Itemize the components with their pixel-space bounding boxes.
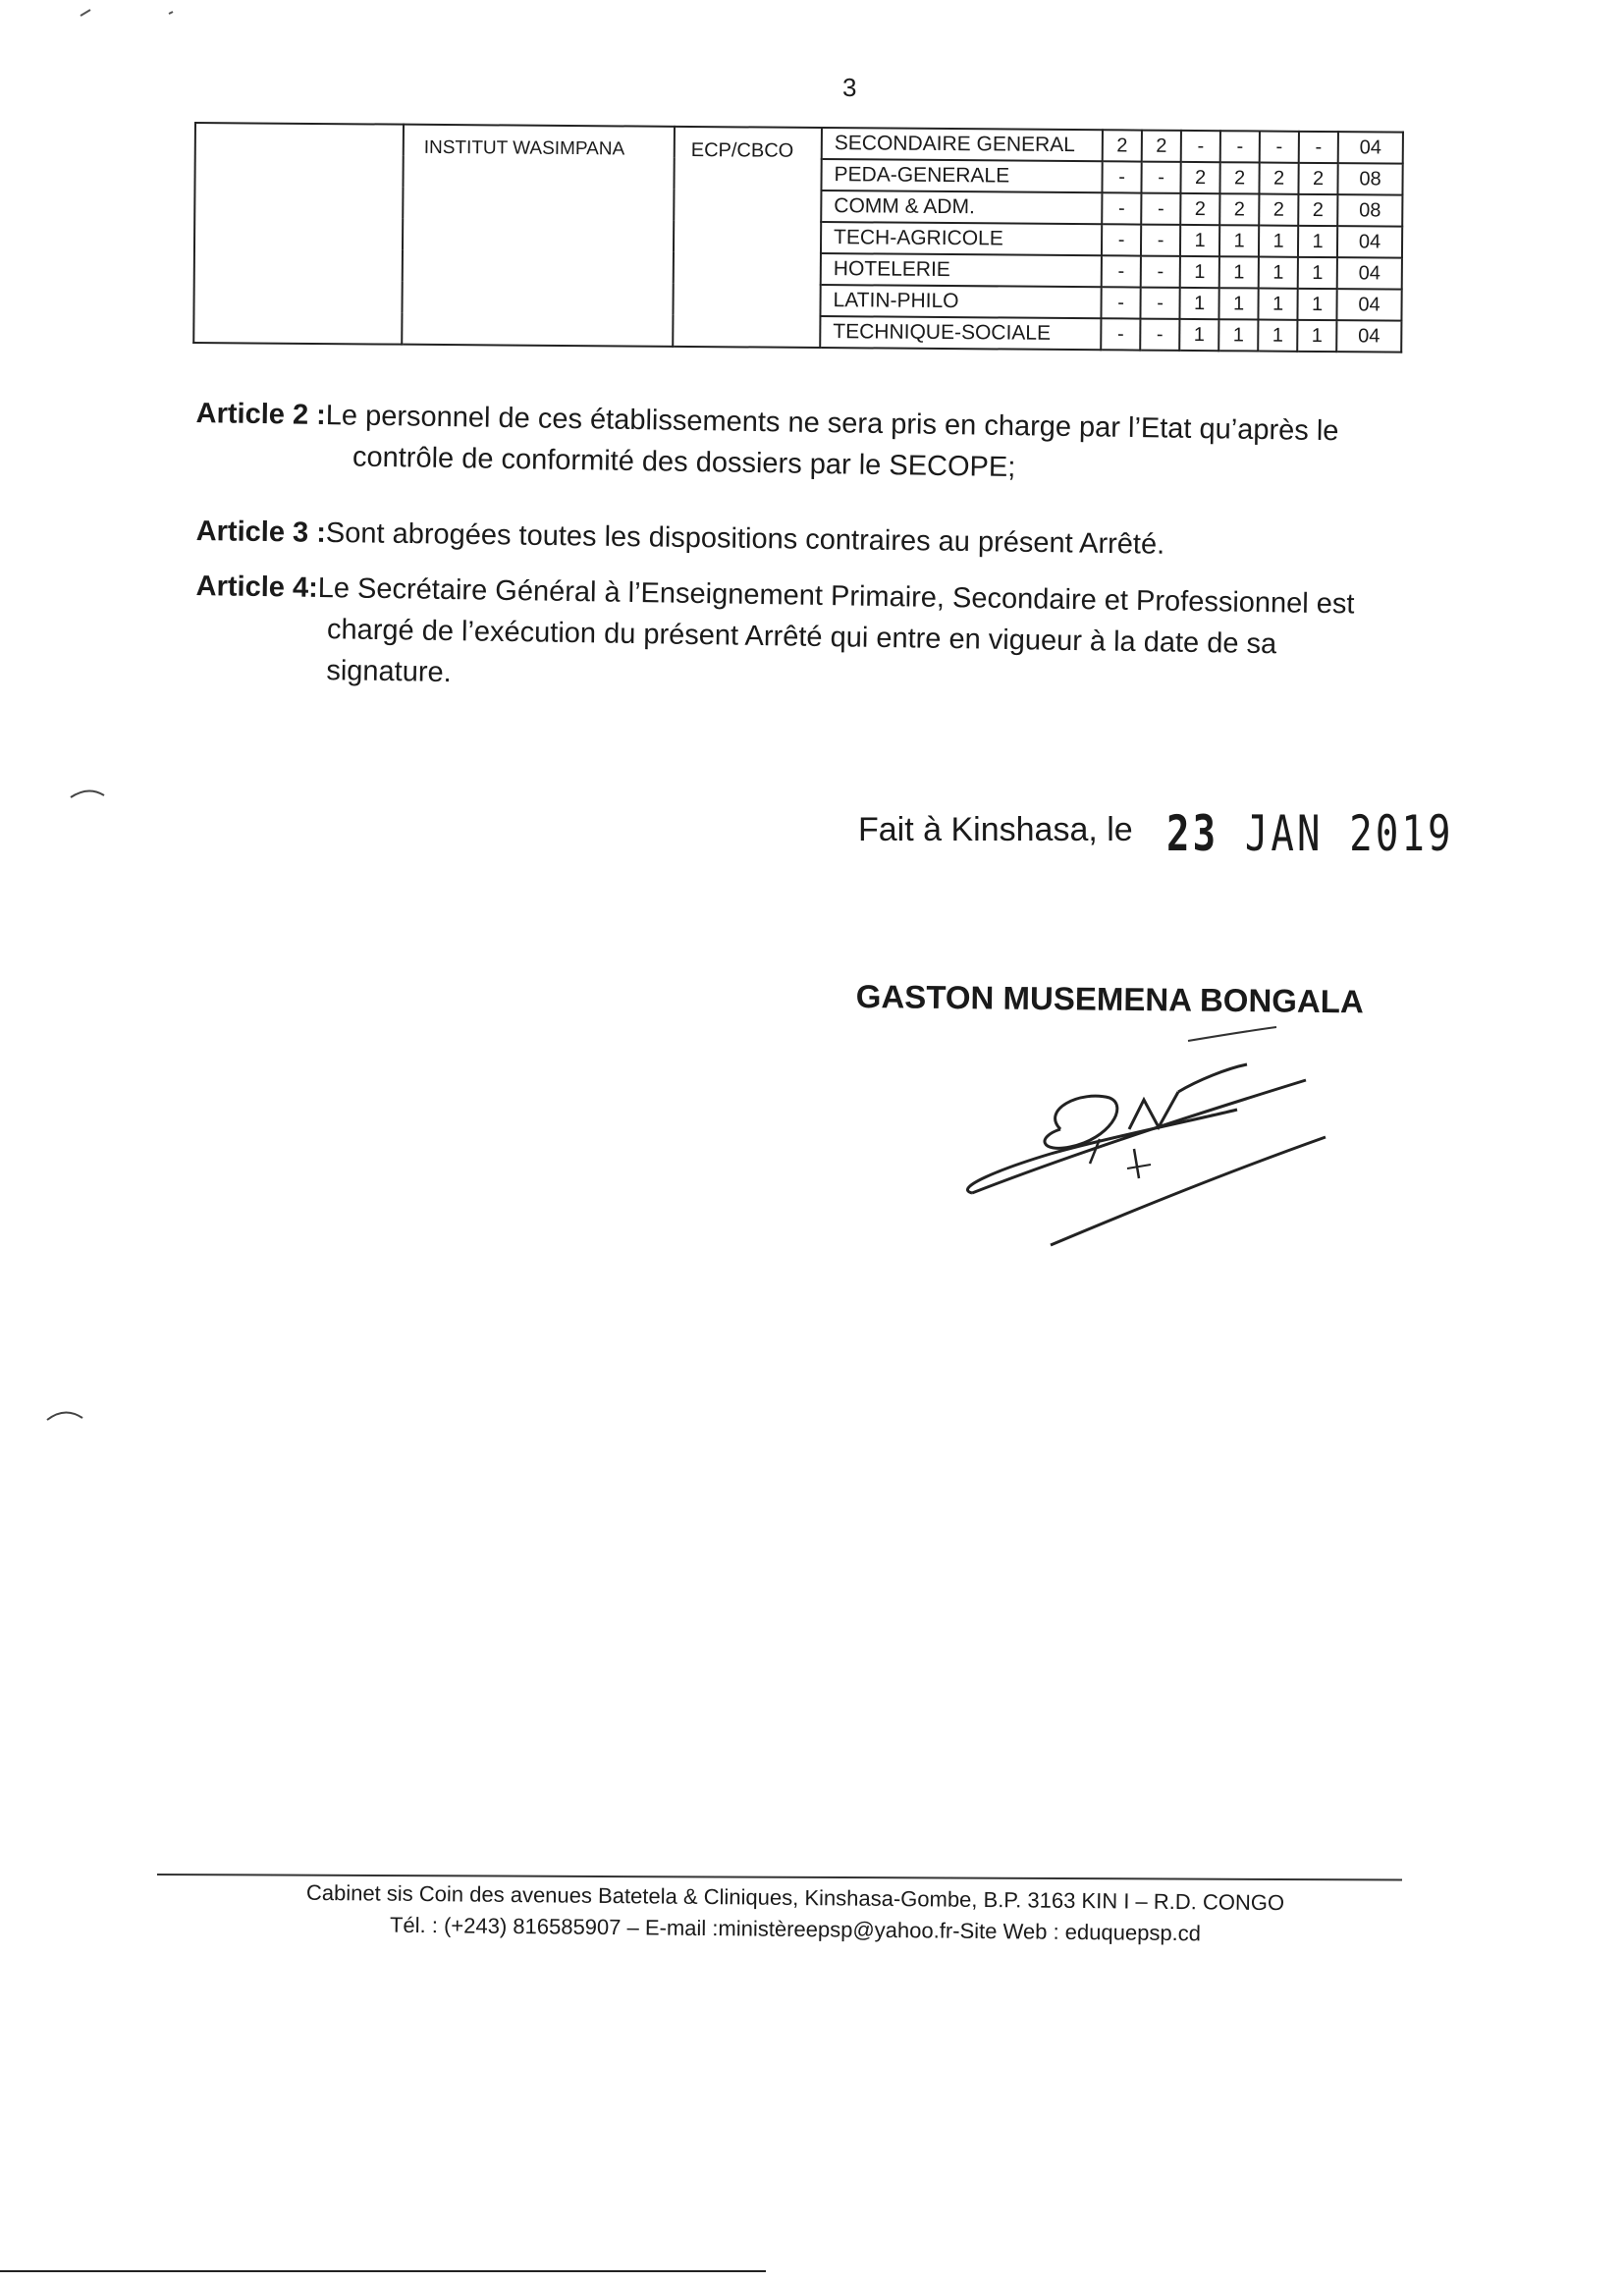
class-count-cell: 1 — [1258, 320, 1297, 352]
class-count-cell: - — [1140, 288, 1179, 319]
class-count-cell: 1 — [1179, 288, 1218, 319]
establishments-table — [192, 122, 1404, 353]
class-count-cell: 1 — [1259, 226, 1298, 257]
class-count-cell: 2 — [1142, 131, 1181, 162]
class-count-cell: 2 — [1219, 193, 1259, 225]
article-text-continued: signature. — [326, 655, 452, 689]
option-cell: SECONDAIRE GENERAL — [822, 128, 1103, 161]
class-count-cell: 1 — [1179, 319, 1218, 351]
option-cell: COMM & ADM. — [821, 190, 1102, 224]
stamp-month-year: JAN 2019 — [1244, 805, 1454, 862]
class-count-cell: 1 — [1297, 289, 1336, 320]
article-4 — [194, 566, 1475, 709]
page-number: 3 — [842, 73, 857, 102]
article-text: Le Secrétaire Général à l’Enseignement Primaire, Secondaire et Professionnel est — [317, 571, 1355, 621]
class-count-cell: 2 — [1103, 130, 1142, 161]
article-text: Le personnel de ces établissements ne sera pris en charge par l’Etat qu’après le — [325, 400, 1339, 448]
option-cell: TECH-AGRICOLE — [821, 222, 1102, 255]
class-count-cell: - — [1141, 162, 1180, 193]
article-text-continued: chargé de l’exécution du présent Arrêté qui entre en vigueur à la date de sa — [326, 614, 1277, 661]
class-count-cell: 2 — [1180, 162, 1219, 193]
class-count-cell: 1 — [1180, 225, 1219, 256]
class-count-cell: 1 — [1298, 226, 1337, 257]
option-cell: PEDA-GENERALE — [821, 159, 1102, 192]
class-count-cell: - — [1102, 161, 1141, 192]
handwritten-signature — [943, 1021, 1355, 1267]
establishments-table-wrapper — [192, 122, 1404, 353]
option-cell: TECHNIQUE-SOCIALE — [820, 316, 1101, 350]
class-count-cell: - — [1260, 132, 1299, 163]
class-count-cell: - — [1102, 224, 1141, 255]
class-count-cell: 1 — [1258, 289, 1297, 320]
school-type-cell: ECP/CBCO — [673, 127, 822, 348]
article-label: Article 2 : — [195, 397, 327, 432]
class-count-cell: - — [1102, 255, 1141, 287]
total-cell: 04 — [1337, 226, 1402, 258]
scan-edge-line — [0, 2270, 766, 2272]
article-text: Sont abrogées toutes les dispositions contraires au présent Arrêté. — [325, 516, 1165, 561]
total-cell: 08 — [1337, 163, 1402, 195]
table-row — [195, 123, 1403, 164]
class-count-cell: - — [1140, 319, 1179, 351]
total-cell: 04 — [1336, 289, 1401, 321]
article-label: Article 4: — [195, 570, 319, 604]
place-and-date-label: Fait à Kinshasa, le — [858, 811, 1133, 848]
total-cell: 04 — [1336, 320, 1401, 353]
date-stamp — [1166, 805, 1454, 862]
class-count-cell: 2 — [1298, 194, 1337, 226]
class-count-cell: - — [1101, 287, 1140, 318]
class-count-cell: 1 — [1218, 288, 1258, 319]
class-count-cell: 2 — [1259, 163, 1298, 194]
option-cell: LATIN-PHILO — [820, 285, 1101, 318]
option-cell: HOTELERIE — [821, 253, 1102, 287]
class-count-cell: 1 — [1298, 257, 1337, 289]
total-cell: 04 — [1337, 257, 1402, 290]
stamp-day: 23 — [1166, 805, 1219, 862]
class-count-cell: 1 — [1297, 320, 1336, 352]
class-count-cell: 1 — [1180, 256, 1219, 288]
footer-address: Cabinet sis Coin des avenues Batetela & Cliniques, Kinshasa-Gombe, B.P. 3163 KIN I – R.D. CONGO — [305, 1879, 1285, 1916]
class-count-cell: 2 — [1219, 162, 1259, 193]
footer-contact: Tél. : (+243) 816585907 – E-mail :ministèreepsp@yahoo.fr-Site Web : eduquepsp.cd — [389, 1912, 1202, 1946]
class-count-cell: 2 — [1298, 163, 1337, 194]
empty-cell — [193, 123, 404, 345]
article-label: Article 3 : — [195, 515, 327, 549]
class-count-cell: - — [1220, 131, 1260, 162]
class-count-cell: - — [1141, 193, 1180, 225]
class-count-cell: - — [1181, 131, 1220, 162]
class-count-cell: - — [1299, 132, 1338, 163]
class-count-cell: - — [1141, 225, 1180, 256]
class-count-cell: 1 — [1259, 257, 1298, 289]
article-text-continued: contrôle de conformité des dossiers par le SECOPE; — [352, 441, 1016, 484]
class-count-cell: 1 — [1218, 319, 1258, 351]
class-count-cell: 2 — [1180, 193, 1219, 225]
total-cell: 04 — [1338, 132, 1403, 164]
class-count-cell: - — [1141, 256, 1180, 288]
class-count-cell: - — [1101, 318, 1140, 350]
class-count-cell: 2 — [1259, 194, 1298, 226]
school-name-cell: INSTITUT WASIMPANA — [402, 125, 675, 347]
class-count-cell: 1 — [1219, 256, 1259, 288]
total-cell: 08 — [1337, 194, 1402, 227]
signatory-name: GASTON MUSEMENA BONGALA — [855, 978, 1364, 1020]
class-count-cell: - — [1102, 192, 1141, 224]
class-count-cell: 1 — [1219, 225, 1259, 256]
